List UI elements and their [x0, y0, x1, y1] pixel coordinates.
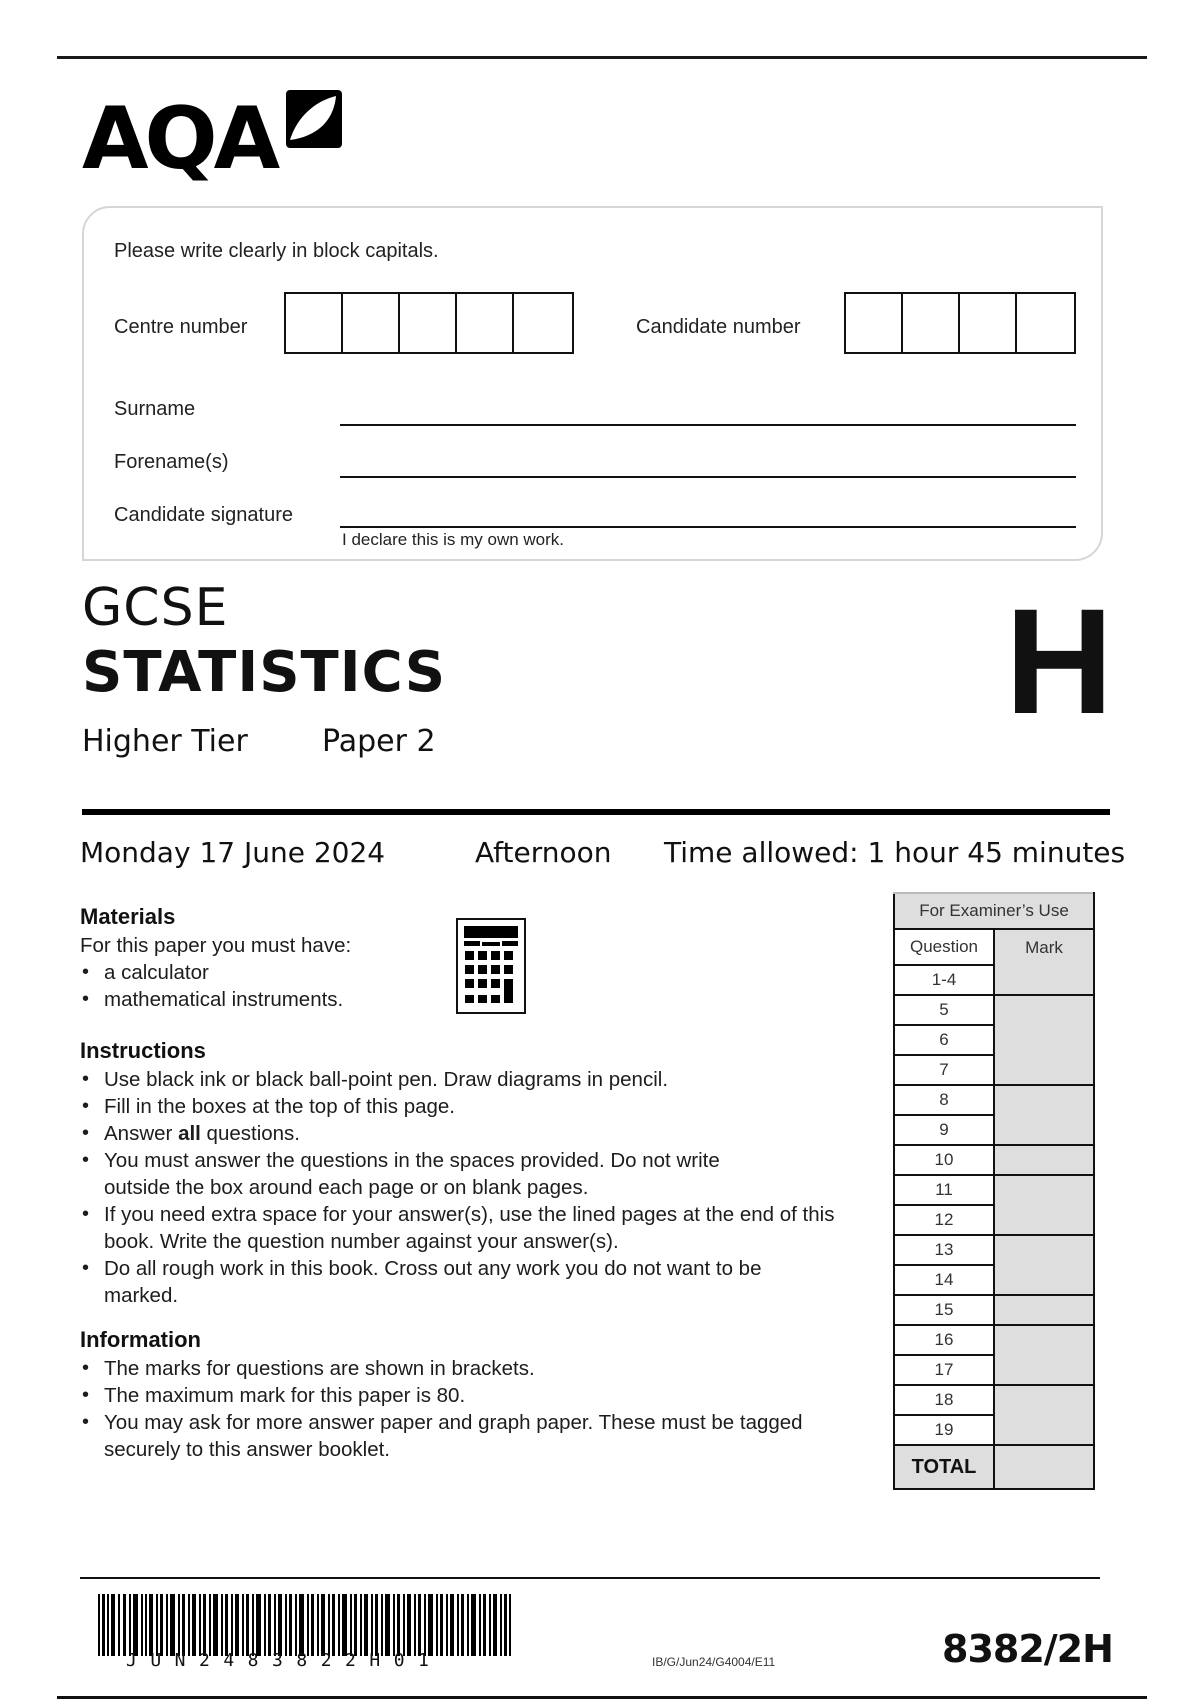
question-cell: 12 [894, 1205, 994, 1235]
surname-label: Surname [114, 398, 196, 420]
instruction-item: • Answer all questions. [80, 1120, 870, 1147]
mark-cell [994, 1295, 1094, 1325]
materials-item: • mathematical instruments. [80, 986, 880, 1013]
question-cell: 8 [894, 1085, 994, 1115]
information-item: • You may ask for more answer paper and graph paper. These must be tagged securely to this answer booklet. [80, 1409, 880, 1463]
mark-cell [994, 1175, 1094, 1235]
form-instruction: Please write clearly in block capitals. [114, 240, 439, 262]
mark-cell [994, 1325, 1094, 1385]
tier-letter: H [1005, 577, 1114, 745]
materials-intro: For this paper you must have: [80, 934, 352, 957]
paper-label: Paper 2 [322, 724, 436, 759]
mark-cell [994, 1385, 1094, 1445]
candidate-number-cell[interactable] [960, 294, 1017, 352]
total-label: TOTAL [894, 1445, 994, 1489]
question-cell: 14 [894, 1265, 994, 1295]
instruction-item: • You must answer the questions in the spaces provided. Do not write outside the box around each page or on blank pages. [80, 1147, 870, 1201]
candidate-number-label: Candidate number [636, 316, 801, 338]
question-cell: 11 [894, 1175, 994, 1205]
question-cell: 13 [894, 1235, 994, 1265]
logo-text: AQA [82, 89, 277, 189]
centre-number-cell[interactable] [457, 294, 514, 352]
candidate-number-cell[interactable] [1017, 294, 1074, 352]
mark-cell [994, 1235, 1094, 1295]
examiner-table-title: For Examiner’s Use [894, 893, 1094, 929]
centre-number-boxes[interactable] [284, 292, 574, 354]
information-item: • The maximum mark for this paper is 80. [80, 1382, 880, 1409]
tier-label: Higher Tier [82, 724, 248, 759]
aqa-logo [82, 90, 352, 190]
centre-number-cell[interactable] [514, 294, 571, 352]
qualification-title: GCSE [82, 578, 229, 638]
instructions-heading: Instructions [80, 1038, 206, 1063]
document-reference: IB/G/Jun24/G4004/E11 [652, 1655, 776, 1669]
bottom-rule [57, 1696, 1147, 1699]
surname-field[interactable] [340, 424, 1076, 426]
time-allowed: Time allowed: 1 hour 45 minutes [664, 836, 1126, 869]
question-cell: 7 [894, 1055, 994, 1085]
materials-heading: Materials [80, 904, 176, 929]
centre-number-cell[interactable] [343, 294, 400, 352]
centre-number-cell[interactable] [400, 294, 457, 352]
declaration-text: I declare this is my own work. [342, 530, 565, 549]
candidate-details-form [82, 206, 1103, 561]
question-cell: 15 [894, 1295, 994, 1325]
barcode-icon [98, 1594, 512, 1656]
section-divider [82, 809, 1110, 815]
question-column-header: Question [894, 929, 994, 965]
mark-column-header: Mark [994, 929, 1094, 995]
instructions-section [80, 1036, 870, 1309]
candidate-number-cell[interactable] [903, 294, 960, 352]
information-section [80, 1325, 880, 1463]
centre-number-label: Centre number [114, 316, 248, 338]
calculator-icon [456, 918, 526, 1014]
signature-label: Candidate signature [114, 504, 294, 526]
barcode-text: JUN2483822H01 [126, 1650, 443, 1671]
question-cell: 6 [894, 1025, 994, 1055]
emphasis-all: all [178, 1122, 201, 1145]
forenames-label: Forename(s) [114, 451, 229, 473]
mark-cell [994, 995, 1094, 1085]
signature-field[interactable] [340, 526, 1076, 528]
footer-rule [80, 1577, 1100, 1579]
paper-code: 8382/2H [942, 1627, 1113, 1671]
top-rule [57, 56, 1147, 59]
mark-cell [994, 1085, 1094, 1145]
forenames-field[interactable] [340, 476, 1076, 478]
mark-cell [994, 1145, 1094, 1175]
instruction-item: • If you need extra space for your answer(s), use the lined pages at the end of this book. Write the question number against your answer(s). [80, 1201, 870, 1255]
question-cell: 18 [894, 1385, 994, 1415]
aqa-leaf-icon [286, 90, 342, 148]
exam-session: Afternoon [475, 836, 612, 869]
information-heading: Information [80, 1327, 201, 1352]
subject-title: STATISTICS [82, 640, 447, 705]
question-cell: 1-4 [894, 965, 994, 995]
instruction-item: • Fill in the boxes at the top of this page. [80, 1093, 870, 1120]
candidate-number-cell[interactable] [846, 294, 903, 352]
question-cell: 16 [894, 1325, 994, 1355]
examiners-use-table [893, 892, 1095, 1490]
question-cell: 17 [894, 1355, 994, 1385]
question-cell: 5 [894, 995, 994, 1025]
instruction-item: • Do all rough work in this book. Cross out any work you do not want to be marked. [80, 1255, 870, 1309]
candidate-number-boxes[interactable] [844, 292, 1076, 354]
question-cell: 19 [894, 1415, 994, 1445]
centre-number-cell[interactable] [286, 294, 343, 352]
information-item: • The marks for questions are shown in brackets. [80, 1355, 880, 1382]
total-mark-cell [994, 1445, 1094, 1489]
instruction-item: • Use black ink or black ball-point pen. Draw diagrams in pencil. [80, 1066, 870, 1093]
question-cell: 9 [894, 1115, 994, 1145]
exam-date: Monday 17 June 2024 [80, 836, 386, 869]
question-cell: 10 [894, 1145, 994, 1175]
materials-item: • a calculator [80, 959, 880, 986]
